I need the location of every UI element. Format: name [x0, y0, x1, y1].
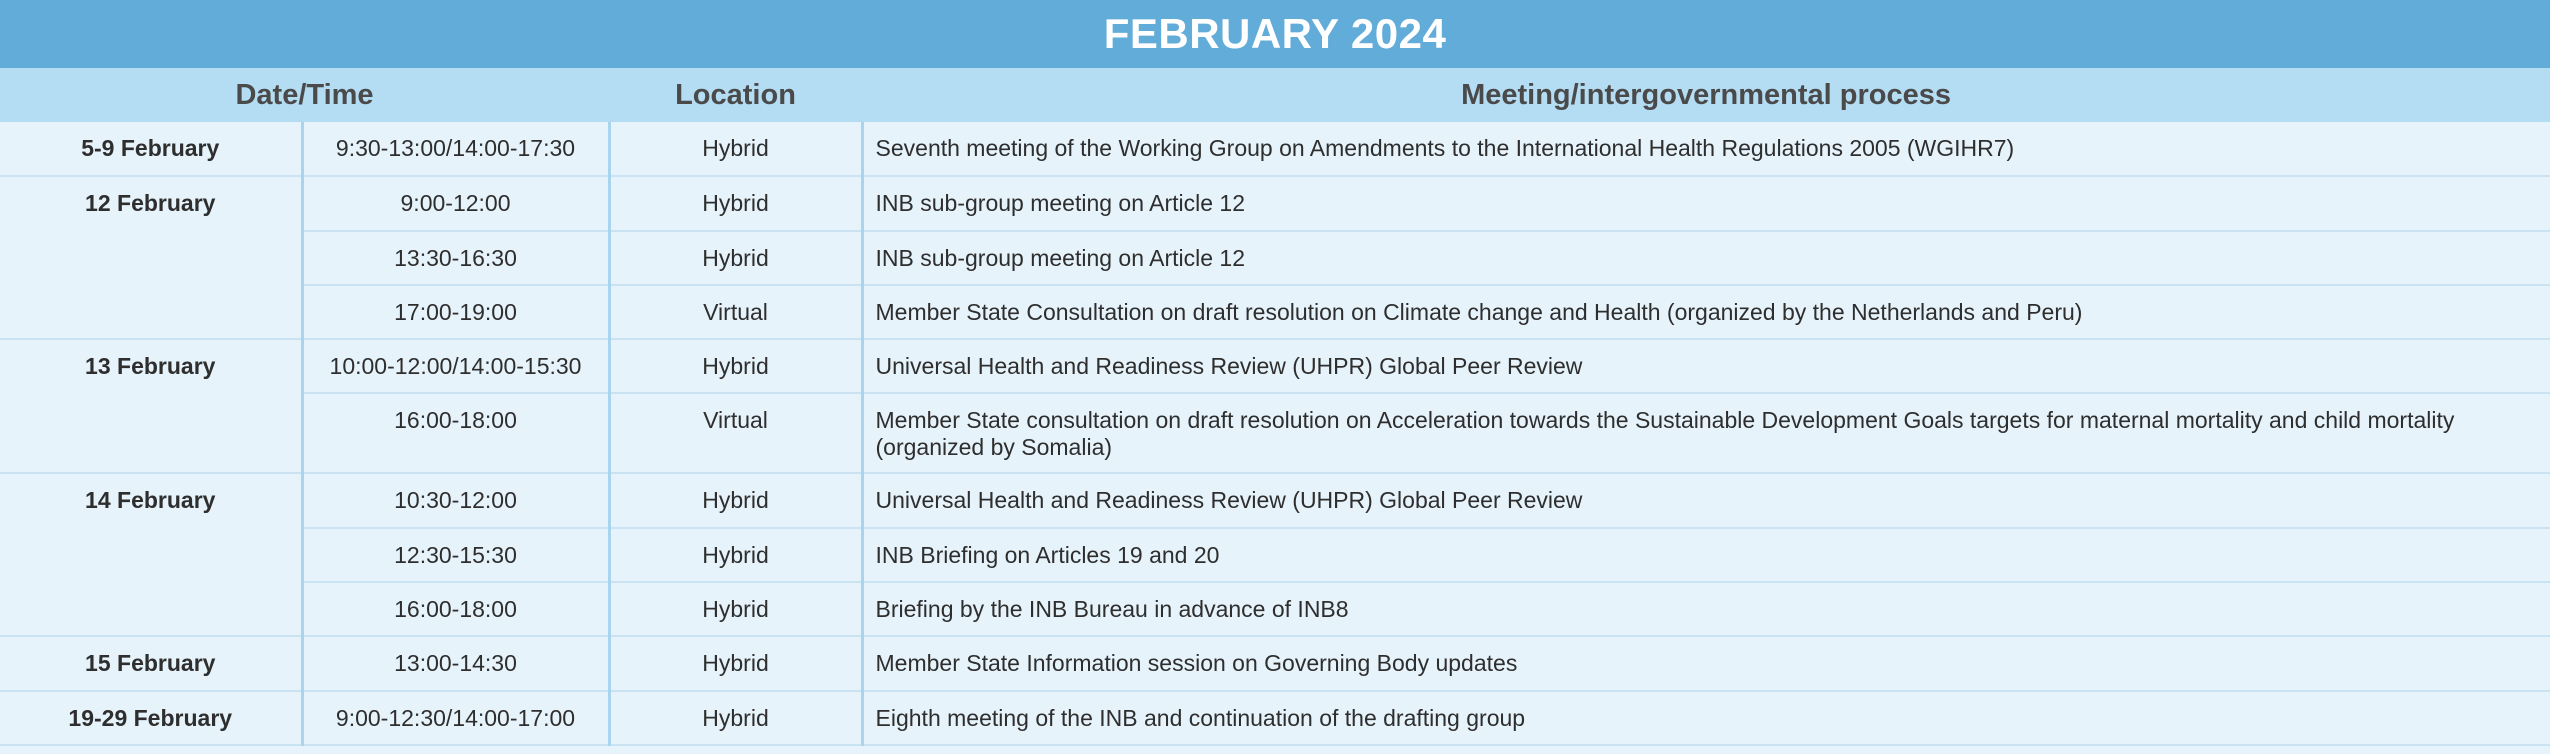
table-row — [0, 231, 2550, 285]
meeting-cell — [862, 122, 2550, 176]
date-text: 13 February — [85, 353, 216, 380]
meeting-cell-text: Universal Health and Readiness Review (UHPR) Global Peer Review — [875, 487, 1583, 514]
meeting-cell-text: INB Briefing on Articles 19 and 20 — [875, 541, 1220, 568]
table-row — [0, 285, 2550, 339]
time-cell-text: 12:30-15:30 — [394, 541, 517, 568]
location-cell-text: Hybrid — [702, 541, 769, 568]
time-cell-text: 10:30-12:00 — [394, 487, 517, 514]
location-cell — [609, 691, 862, 745]
page-title: FEBRUARY 2024 — [1103, 10, 1447, 57]
meeting-cell — [862, 285, 2550, 339]
time-cell — [302, 691, 609, 745]
table-row — [0, 473, 2550, 527]
meeting-cell — [862, 528, 2550, 582]
meeting-cell-text: Member State Information session on Governing Body updates — [875, 650, 1518, 677]
time-cell-text: 13:00-14:30 — [394, 650, 517, 677]
location-cell — [609, 528, 862, 582]
date-cell — [0, 473, 302, 636]
meeting-cell — [862, 231, 2550, 285]
meeting-cell-text: Member State Consultation on draft resolution on Climate change and Health (organized by the Netherlands and Peru) — [875, 298, 2083, 325]
time-cell-text: 16:00-18:00 — [394, 407, 517, 434]
time-cell — [302, 122, 609, 176]
time-cell-text: 9:00-12:00 — [400, 190, 511, 217]
location-cell — [609, 122, 862, 176]
table-row — [0, 582, 2550, 636]
meeting-cell-text: Eighth meeting of the INB and continuation of the drafting group — [875, 704, 1526, 731]
location-cell — [609, 473, 862, 527]
time-cell-text: 10:00-12:00/14:00-15:30 — [329, 353, 582, 380]
table-row — [0, 176, 2550, 230]
location-cell-text: Hybrid — [702, 244, 769, 271]
meeting-cell-text: INB sub-group meeting on Article 12 — [875, 190, 1245, 217]
location-cell — [609, 285, 862, 339]
date-text: 15 February — [85, 650, 216, 677]
meeting-cell — [862, 176, 2550, 230]
date-cell — [0, 636, 302, 690]
table-row — [0, 339, 2550, 393]
location-cell — [609, 636, 862, 690]
table-row — [0, 528, 2550, 582]
table-row — [0, 691, 2550, 745]
time-cell — [302, 393, 609, 473]
time-cell-text: 9:00-12:30/14:00-17:00 — [335, 704, 576, 731]
location-cell — [609, 231, 862, 285]
header-location: Location — [609, 68, 862, 122]
location-cell-text: Hybrid — [702, 704, 769, 731]
meeting-cell-text: Briefing by the INB Bureau in advance of INB8 — [875, 596, 1349, 623]
location-cell-text: Hybrid — [702, 487, 769, 514]
location-cell — [609, 339, 862, 393]
date-cell — [0, 339, 302, 473]
location-cell-text: Hybrid — [702, 190, 769, 217]
location-cell — [609, 393, 862, 473]
time-cell — [302, 231, 609, 285]
meeting-cell-text: Member State consultation on draft resolution on Acceleration towards the Sustainable Development Goals targets for maternal mortality and child mortality (organized by Somalia) — [875, 407, 2455, 461]
location-cell-text: Hybrid — [702, 596, 769, 623]
meeting-cell — [862, 582, 2550, 636]
table-header — [0, 68, 2550, 122]
time-cell — [302, 285, 609, 339]
meeting-cell — [862, 393, 2550, 473]
date-cell — [0, 176, 302, 339]
location-cell-text: Hybrid — [702, 135, 769, 161]
table-row — [0, 393, 2550, 473]
date-text: 19-29 February — [68, 704, 233, 731]
location-cell-text: Hybrid — [702, 650, 769, 677]
meeting-cell-text: INB sub-group meeting on Article 12 — [875, 244, 1245, 271]
meeting-cell-text: Seventh meeting of the Working Group on Amendments to the International Health Regulations 2005 (WGIHR7) — [875, 135, 2015, 161]
date-cell — [0, 122, 302, 176]
time-cell-text: 9:30-13:00/14:00-17:30 — [335, 135, 576, 161]
table-body — [0, 122, 2550, 745]
time-cell-text: 17:00-19:00 — [394, 298, 517, 325]
time-cell-text: 13:30-16:30 — [394, 244, 517, 271]
location-cell-text: Hybrid — [702, 353, 769, 380]
location-cell — [609, 582, 862, 636]
location-cell-text: Virtual — [703, 298, 768, 325]
meeting-cell — [862, 691, 2550, 745]
header-datetime: Date/Time — [0, 68, 609, 122]
time-cell — [302, 528, 609, 582]
meeting-cell — [862, 636, 2550, 690]
time-cell — [302, 636, 609, 690]
time-cell — [302, 582, 609, 636]
time-cell-text: 16:00-18:00 — [394, 596, 517, 623]
meeting-cell — [862, 339, 2550, 393]
table-row — [0, 636, 2550, 690]
title-bar — [0, 0, 2550, 68]
meeting-cell — [862, 473, 2550, 527]
schedule-table — [0, 68, 2550, 746]
date-text: 14 February — [85, 487, 216, 514]
time-cell — [302, 176, 609, 230]
meeting-cell-text: Universal Health and Readiness Review (UHPR) Global Peer Review — [875, 353, 1583, 380]
location-cell-text: Virtual — [703, 407, 768, 434]
location-cell — [609, 176, 862, 230]
table-row — [0, 122, 2550, 176]
date-text: 12 February — [85, 190, 216, 217]
time-cell — [302, 473, 609, 527]
header-meeting: Meeting/intergovernmental process — [862, 68, 2550, 122]
time-cell — [302, 339, 609, 393]
date-cell — [0, 691, 302, 745]
date-text: 5-9 February — [81, 135, 220, 161]
